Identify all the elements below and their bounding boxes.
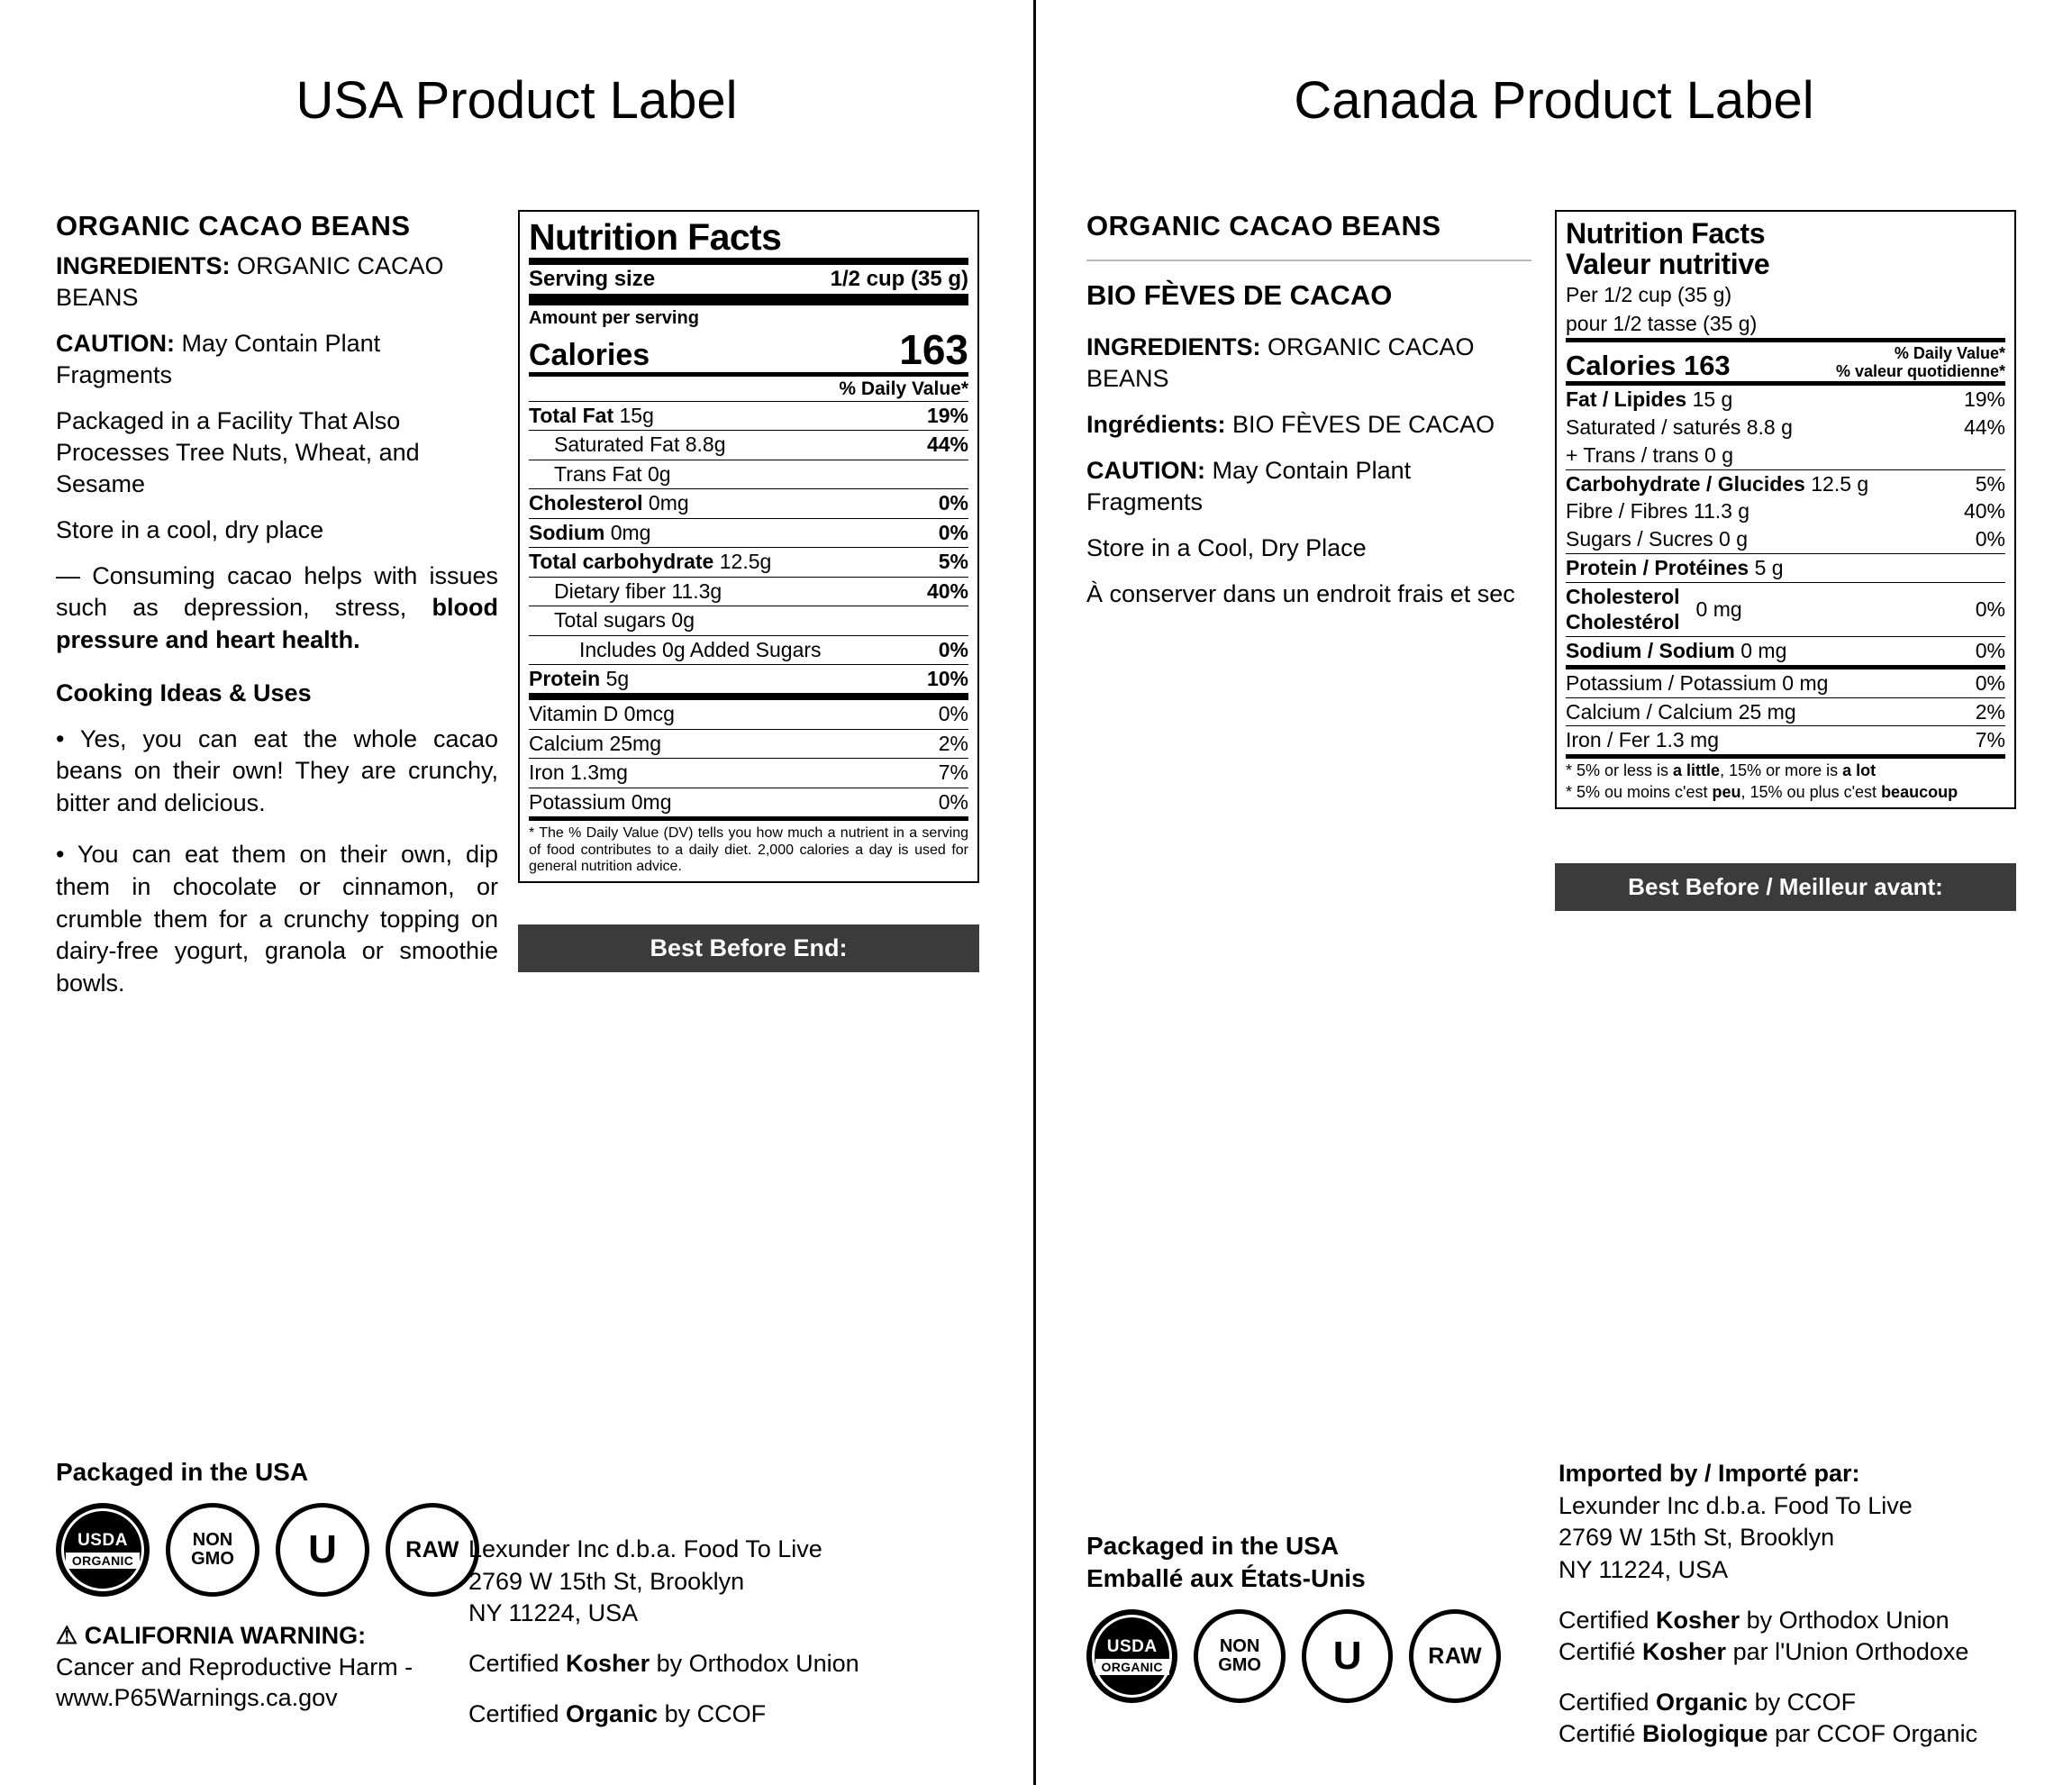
usa-address-line3: NY 11224, USA [468,1599,639,1627]
usda-badge-line1: USDA [77,1531,128,1550]
canada-kosher-line-en [1559,1605,2045,1637]
usa-nf-dv-total-fat: 19% [926,404,968,427]
usa-nf-label-calcium: Calcium 25mg [529,731,661,755]
usa-nf-dv-vitamin-d: 0% [938,702,968,726]
canada-nf-label-sodium: Sodium / Sodium [1566,639,1735,663]
canada-ingredients-fr [1086,409,1531,441]
usa-address-line2: 2769 W 15th St, Brooklyn [468,1567,745,1595]
canada-footnote-en-b2: a lot [1842,761,1877,780]
nongmo-badge-line2: GMO [191,1549,234,1569]
usa-nf-dv-total-carbohydrate: 5% [938,550,968,574]
usa-nf-amount-total-carbohydrate: 12.5g [713,550,772,574]
canada-footnote-en-2: , 15% or more is [1720,761,1843,780]
canada-nf-row-cholesterol [1566,583,2005,637]
usa-nf-row-total-fat [529,402,968,430]
usa-kosher-bold: Kosher [566,1649,650,1677]
canada-nf-label-carbohydrate: Carbohydrate / Glucides [1566,471,1805,496]
canada-address-line3: NY 11224, USA [1559,1555,1729,1583]
usa-nf-label-cholesterol: Cholesterol [529,491,643,515]
canada-nf-per-en: Per 1/2 cup (35 g) [1566,282,1732,306]
nongmo-badge-line2: GMO [1218,1655,1261,1675]
usa-nf-amount-cholesterol: 0mg [642,491,689,515]
usa-nf-label-dietary-fiber: Dietary fiber 11.3g [554,578,722,603]
canada-nf-per-fr: pour 1/2 tasse (35 g) [1566,311,1758,335]
raw-badge-label: RAW [405,1536,459,1562]
canada-nf-row-sugars [1566,525,2005,553]
usa-nf-amount-sodium: 0mg [604,520,651,544]
usa-kosher-pre: Certified [468,1649,567,1677]
usa-caution-label: CAUTION: [56,329,175,357]
usa-nf-label-vitamin-d: Vitamin D 0mcg [529,702,675,726]
usa-nf-row-saturated-fat [529,431,968,459]
usa-nf-row-potassium [529,788,968,816]
usa-nf-dv-cholesterol: 0% [938,491,968,515]
usa-kosher-line [468,1648,955,1680]
usa-nf-dv-potassium: 0% [938,789,968,814]
nongmo-badge-line1: NON [1219,1636,1260,1656]
usa-nf-row-total-carbohydrate [529,548,968,576]
canada-panel [1036,0,2072,1785]
usa-caution-value: May Contain Plant Fragments [56,329,381,388]
usda-organic-icon [56,1503,150,1597]
canada-divider [1086,260,1531,261]
usa-nf-calories-row [529,326,968,373]
usa-nf-serving-label: Serving size [529,267,656,291]
usda-badge-line2: ORGANIC [1095,1659,1169,1675]
canada-nf-row-sodium [1566,637,2005,665]
canada-nf-row-fat [1566,386,2005,414]
usa-company-address-block [468,1534,955,1730]
usa-caution [56,328,498,391]
canada-nf-dv-sodium: 0% [1975,639,2005,663]
canada-ingredients-en [1086,332,1531,395]
usa-organic-post: by CCOF [658,1699,767,1727]
canada-best-before-banner: Best Before / Meilleur avant: [1555,863,2016,911]
usa-nf-row-total-sugars [529,606,968,634]
canada-nf-label-fat: Fat / Lipides [1566,387,1687,412]
canada-packaged-in-fr: Emballé aux États-Unis [1086,1564,1366,1592]
canada-footer-right [1559,1458,2045,1751]
canada-kosher-en-bold: Kosher [1656,1606,1740,1634]
canada-nf-row-iron [1566,726,2005,754]
usa-organic-bold: Organic [566,1699,659,1727]
canada-nf-label-cholesterol-fr: Cholestérol [1566,610,1680,634]
canada-organic-line-fr [1559,1718,2045,1751]
canada-footnote-en-b1: a little [1673,761,1721,780]
canada-panel-title: Canada Product Label [1294,71,1814,130]
usa-nf-title: Nutrition Facts [529,216,782,258]
usa-nf-serving-size [529,265,968,294]
usa-nf-calories-label: Calories [529,338,650,372]
usda-organic-icon [1086,1609,1177,1703]
usa-nf-rows [529,402,968,693]
canada-nf-row-fibre [1566,497,2005,525]
canada-footnote-fr-2: , 15% ou plus c'est [1740,783,1882,801]
usa-kosher-post: by Orthodox Union [650,1649,859,1677]
canada-nf-dv-calcium: 2% [1975,699,2005,724]
usa-cooking-heading: Cooking Ideas & Uses [56,678,312,706]
usa-text-column [56,210,518,1020]
usa-nf-amount-per-serving: Amount per serving [529,308,699,328]
orthodox-union-kosher-icon [276,1503,369,1597]
usa-nf-label-total-fat: Total Fat [529,404,614,427]
canada-nf-dv-carbohydrate: 5% [1975,471,2005,496]
canada-nf-label-saturated: Saturated / saturés 8.8 g [1566,415,1793,440]
canada-text-column [1086,210,1555,911]
canada-organic-fr-pre: Certifié [1559,1720,1643,1748]
canada-product-name-fr: BIO FÈVES DE CACAO [1086,278,1393,311]
usa-nf-footnote: * The % Daily Value (DV) tells you how much a nutrient in a serving of food contributes to a daily diet. 2,000 calories a day is used for general nutrition advice. [529,825,968,875]
canada-nf-amount-carbohydrate: 12.5 g [1804,471,1869,496]
non-gmo-icon [1194,1609,1286,1703]
usa-ingredients-value: ORGANIC CACAO BEANS [56,251,444,311]
canada-storage-en: Store in a Cool, Dry Place [1086,534,1367,562]
canada-nf-calories-row [1566,342,2005,381]
canada-nf-label-cholesterol-en: Cholesterol [1566,584,1680,608]
usa-ca-warning-line1: Cancer and Reproductive Harm - [56,1653,413,1680]
canada-ingredients-label-fr: Ingrédients: [1086,410,1226,438]
usa-nf-serving-value: 1/2 cup (35 g) [830,267,968,291]
canada-caution-value: May Contain Plant Fragments [1086,456,1412,515]
canada-kosher-en-post: by Orthodox Union [1740,1606,1949,1634]
canada-nf-footnote-en [1566,759,2005,780]
canada-packaged-in-en: Packaged in the USA [1086,1532,1340,1560]
canada-organic-en-bold: Organic [1656,1688,1749,1716]
usda-badge-line2: ORGANIC [66,1553,140,1569]
canada-nf-row-saturated [1566,414,2005,442]
raw-badge-label: RAW [1428,1643,1483,1669]
canada-nf-calories: Calories 163 [1566,349,1731,381]
usa-nf-dv-added-sugars: 0% [938,637,968,661]
usa-nf-amount-total-fat: 15g [613,404,654,427]
canada-nf-dv-line2: % valeur quotidienne* [1835,362,2005,381]
canada-organic-line-en [1559,1687,2045,1719]
canada-nf-label-potassium: Potassium / Potassium 0 mg [1566,670,1829,695]
usa-storage-note: Store in a cool, dry place [56,516,324,544]
canada-nf-amount-sodium: 0 mg [1734,639,1787,663]
canada-kosher-line-fr [1559,1636,2045,1669]
raw-icon [1409,1609,1501,1703]
usa-product-name: ORGANIC CACAO BEANS [56,210,411,241]
usa-bullet-2: • You can eat them on their own, dip them in chocolate or cinnamon, or crumble them for a crunchy topping on dairy-free yogurt, granola or smoothie bowls. [56,841,498,997]
canada-nf-row-protein [1566,554,2005,582]
canada-footnote-fr-b2: beaucoup [1881,783,1958,801]
canada-nutrition-facts-panel [1555,210,2016,809]
canada-nf-label-protein: Protein / Protéines [1566,555,1749,579]
usa-nf-row-cholesterol [529,489,968,517]
usa-nutrition-facts-panel [518,210,979,883]
canada-nf-label-calcium: Calcium / Calcium 25 mg [1566,699,1796,724]
usa-address-line1: Lexunder Inc d.b.a. Food To Live [468,1535,822,1562]
canada-address-line1: Lexunder Inc d.b.a. Food To Live [1559,1491,1913,1519]
usa-organic-pre: Certified [468,1699,567,1727]
usa-nf-dv-protein: 10% [926,666,968,690]
canada-organic-en-pre: Certified [1559,1688,1657,1716]
usa-nf-dv-dietary-fiber: 40% [926,578,968,603]
usa-ca-warning-line2: www.P65Warnings.ca.gov [56,1684,338,1712]
usa-nf-dv-header: % Daily Value* [839,378,968,399]
canada-nutrition-column [1555,210,2023,911]
canada-nf-dv-iron: 7% [1975,728,2005,752]
usa-nf-calories-value: 163 [899,326,968,373]
usa-best-before-banner: Best Before End: [518,924,979,972]
canada-ingredients-label-en: INGREDIENTS: [1086,332,1261,360]
usa-nf-row-calcium [529,730,968,758]
usa-nf-label-total-sugars: Total sugars 0g [554,608,695,633]
usa-nf-row-dietary-fiber [529,578,968,606]
canada-nf-dv-line1: % Daily Value* [1894,344,2005,363]
canada-nf-title-fr: Valeur nutritive [1566,247,1770,280]
usa-nf-row-protein [529,665,968,693]
usda-badge-line1: USDA [1106,1637,1158,1656]
usa-packaged-in: Packaged in the USA [56,1458,309,1486]
usa-nf-label-protein: Protein [529,666,601,690]
canada-nf-dv-fibre: 40% [1963,499,2005,524]
canada-address-line2: 2769 W 15th St, Brooklyn [1559,1524,1835,1552]
canada-nf-row-potassium [1566,669,2005,697]
canada-nf-amount-cholesterol: 0 mg [1695,597,1742,621]
canada-organic-fr-bold: Biologique [1642,1720,1768,1748]
usa-nf-row-iron [529,759,968,787]
usa-ingredients [56,250,498,314]
canada-nf-row-trans [1566,442,2005,469]
usa-nf-dv-calcium: 2% [938,731,968,755]
canada-kosher-fr-pre: Certifié [1559,1638,1643,1666]
canada-nf-row-calcium [1566,698,2005,726]
canada-certification-badges [1086,1609,1501,1703]
canada-organic-fr-post: par CCOF Organic [1768,1720,1978,1748]
canada-nf-dv-sugars: 0% [1975,527,2005,551]
canada-nf-dv-fat: 19% [1963,387,2005,412]
canada-ingredients-value-en: ORGANIC CACAO BEANS [1086,332,1475,392]
nongmo-badge-line1: NON [192,1530,233,1550]
non-gmo-icon [166,1503,259,1597]
usa-nf-row-sodium [529,519,968,547]
canada-caution [1086,455,1531,518]
usa-nf-row-trans-fat [529,460,968,488]
usa-nf-dv-saturated-fat: 44% [926,433,968,457]
canada-imported-by: Imported by / Importé par: [1559,1460,1860,1487]
canada-nf-label-trans: + Trans / trans 0 g [1566,442,1734,467]
usa-nutrition-column [518,210,977,1020]
canada-nf-title-en: Nutrition Facts [1566,217,1766,250]
canada-ingredients-value-fr: BIO FÈVES DE CACAO [1225,410,1495,438]
canada-footer-left [1086,1532,1501,1703]
canada-nf-label-iron: Iron / Fer 1.3 mg [1566,728,1720,752]
canada-nf-dv-potassium: 0% [1975,670,2005,695]
usa-nf-label-sodium: Sodium [529,520,605,544]
canada-kosher-fr-bold: Kosher [1642,1638,1727,1666]
canada-caution-label: CAUTION: [1086,456,1205,484]
usa-nf-dv-sodium: 0% [938,520,968,544]
canada-organic-en-post: by CCOF [1748,1688,1857,1716]
usa-nf-row-added-sugars [529,636,968,664]
canada-kosher-fr-post: par l'Union Orthodoxe [1726,1638,1969,1666]
canada-nf-label-sugars: Sugars / Sucres 0 g [1566,527,1748,551]
canada-nf-amount-fat: 15 g [1686,387,1733,412]
usa-nf-row-vitamin-d [529,700,968,728]
usa-bullet-1: • Yes, you can eat the whole cacao beans on their own! They are crunchy, bitter and delicious. [56,724,498,816]
canada-product-name: ORGANIC CACAO BEANS [1086,210,1441,241]
usa-nf-label-trans-fat: Trans Fat 0g [554,461,671,486]
usa-nf-label-iron: Iron 1.3mg [529,760,628,785]
canada-footnote-fr-1: * 5% ou moins c'est [1566,783,1713,801]
canada-storage-fr: À conserver dans un endroit frais et sec [1086,580,1515,608]
usa-facility-note: Packaged in a Facility That Also Processes Tree Nuts, Wheat, and Sesame [56,406,420,498]
usa-nf-label-total-carbohydrate: Total carbohydrate [529,550,714,574]
usa-panel-title: USA Product Label [295,71,738,130]
canada-nf-dv-header [1836,344,2005,380]
canada-kosher-en-pre: Certified [1559,1606,1657,1634]
canada-footnote-en-1: * 5% or less is [1566,761,1674,780]
canada-footnote-fr-b1: peu [1712,783,1741,801]
canada-nf-dv-cholesterol: 0% [1975,597,2005,621]
canada-nf-dv-saturated: 44% [1963,415,2005,440]
usa-nf-label-potassium: Potassium 0mg [529,789,672,814]
ou-badge-letter: U [308,1527,337,1571]
usa-nf-label-saturated-fat: Saturated Fat 8.8g [554,433,726,457]
raw-icon [386,1503,479,1597]
orthodox-union-kosher-icon [1302,1609,1394,1703]
usa-nf-label-added-sugars: Includes 0g Added Sugars [579,637,822,661]
canada-nf-label-fibre: Fibre / Fibres 11.3 g [1566,499,1750,524]
usa-benefit-note [56,560,498,655]
usa-nf-amount-protein: 5g [600,666,630,690]
canada-nf-footnote-fr [1566,780,2005,802]
usa-benefit-text: — Consuming cacao helps with issues such as depression, stress, [56,562,498,622]
canada-nf-row-carbohydrate [1566,470,2005,498]
canada-nf-amount-protein: 5 g [1749,555,1784,579]
usa-nf-dv-iron: 7% [938,760,968,785]
usa-benefit-bold: blood pressure and heart health. [56,594,498,653]
usa-organic-line [468,1698,955,1731]
ou-badge-letter: U [1332,1634,1362,1678]
usa-ca-warning-heading: ⚠ CALIFORNIA WARNING: [56,1622,367,1649]
usa-ingredients-label: INGREDIENTS: [56,251,231,279]
